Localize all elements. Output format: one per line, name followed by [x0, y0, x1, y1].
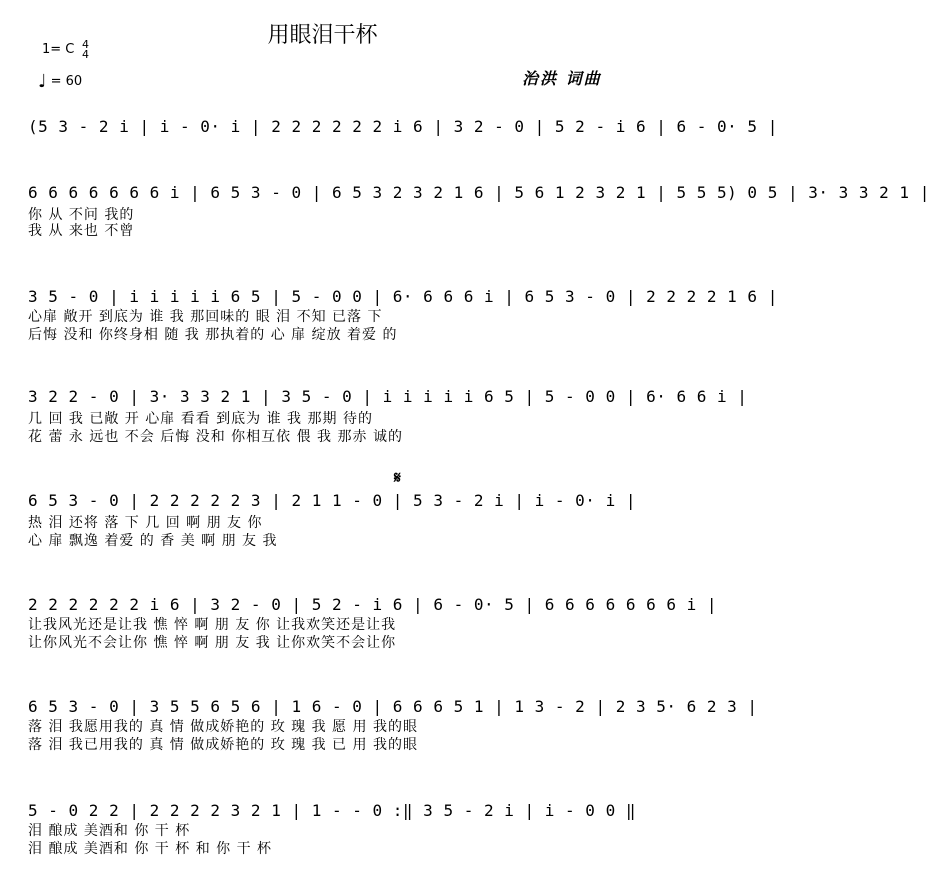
lyric-verse-1: 泪 酿成 美酒和 你 干 杯 — [28, 823, 191, 839]
score-line — [0, 592, 718, 682]
lyric-verse-2: 泪 酿成 美酒和 你 干 杯 和 你 干 杯 — [28, 841, 273, 857]
time-bottom: 4 — [82, 48, 89, 61]
score-line — [0, 180, 930, 270]
score-line — [0, 694, 758, 784]
tempo-value: = 60 — [50, 74, 83, 89]
lyric-verse-1 — [28, 142, 623, 160]
lyric-verse-2: 落 泪 我已用我的 真 情 做成娇艳的 玫 瑰 我 已 用 我的眼 — [28, 737, 418, 753]
lyric-verse-2: 后悔 没和 你终身相 随 我 那执着的 心 扉 绽放 着爱 的 — [28, 327, 398, 343]
lyric-verse-1: 落 泪 我愿用我的 真 情 做成娇艳的 玫 瑰 我 愿 用 我的眼 — [28, 719, 418, 735]
lyric-verse-2: 花 蕾 永 远也 不会 后悔 没和 你相互依 偎 我 那赤 诚的 — [28, 429, 403, 445]
time-top: 4 — [82, 38, 89, 51]
score-line — [0, 384, 748, 474]
lyric-verse-1: 让我风光还是让我 憔 悴 啊 朋 友 你 让我欢笑还是让我 — [28, 617, 397, 633]
quarter-note-icon: ♩ — [38, 71, 47, 92]
lyric-verse-2: 让你风光不会让你 憔 悴 啊 朋 友 我 让你欢笑不会让你 — [28, 635, 397, 651]
lyric-verse-1: 热 泪 还将 落 下 几 回 啊 朋 友 你 — [28, 515, 263, 531]
lyric-verse-1: 你 从 不问 我的 — [28, 207, 135, 223]
notation: 3 5 - 0 | i i i i i 6 5 | 5 - 0 0 | 6· 6 6 6 i | 6 5 3 - 0 | 2 2 2 2 1 6 | — [28, 287, 778, 306]
notation: (5 3 - 2 i | i - 0· i | 2 2 2 2 2 2 i 6 | 3 2 - 0 | 5 2 - i 6 | 6 - 0· 5 | — [28, 117, 778, 136]
notation: 2 2 2 2 2 2 i 6 | 3 2 - 0 | 5 2 - i 6 | 6 - 0· 5 | 6 6 6 6 6 6 6 i | — [28, 595, 718, 614]
notation: 5 - 0 2 2 | 2 2 2 2 3 2 1 | 1 - - 0 :‖ 3 5 - 2 i | i - 0 0 ‖ — [28, 801, 636, 820]
notation: 3 2 2 - 0 | 3· 3 3 2 1 | 3 5 - 0 | i i i i i 6 5 | 5 - 0 0 | 6· 6 6 i | — [28, 387, 748, 406]
score-line — [0, 798, 645, 888]
tempo-marking — [38, 71, 82, 92]
lyric-verse-1: 几 回 我 已敞 开 心扉 看看 到底为 谁 我 那期 待的 — [28, 411, 373, 427]
segno-icon: 𝄋 — [394, 468, 401, 487]
lyric-verse-2: 我 从 来也 不曾 — [28, 223, 135, 239]
lyric-verse-1: 心扉 敞开 到底为 谁 我 那回味的 眼 泪 不知 已落 下 — [28, 309, 383, 325]
score-line — [0, 284, 778, 374]
song-title: 用眼泪干杯 — [267, 23, 378, 48]
lyric-verse-2 — [28, 160, 623, 178]
notation: 6 5 3 - 0 | 3 5 5 6 5 6 | 1 6 - 0 | 6 6 6 5 1 | 1 3 - 2 | 2 3 5· 6 2 3 | — [28, 697, 758, 716]
time-signature — [82, 40, 89, 60]
score-line — [0, 488, 645, 578]
notation: 6 5 3 - 0 | 2 2 2 2 2 3 | 2 1 1 - 0 | 5 3 - 2 i | i - 0· i | — [28, 491, 636, 510]
author-credit: 治洪 词曲 — [522, 69, 602, 88]
key-signature: 1= C — [42, 42, 75, 57]
lyric-verse-2: 心 扉 飘逸 着爱 的 香 美 啊 朋 友 我 — [28, 533, 278, 549]
notation: 6 6 6 6 6 6 6 i | 6 5 3 - 0 | 6 5 3 2 3 2 1 6 | 5 6 1 2 3 2 1 | 5 5 5) 0 5 | 3· 3 3 2 1 | — [28, 183, 930, 202]
